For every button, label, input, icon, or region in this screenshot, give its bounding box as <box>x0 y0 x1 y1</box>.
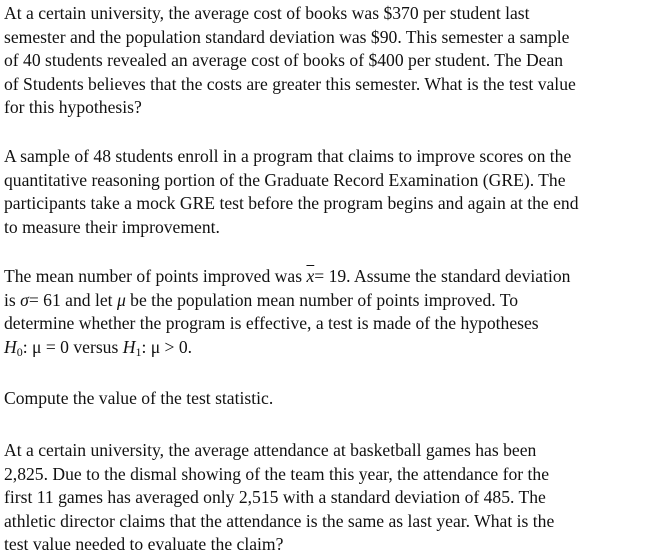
alt-hypothesis-text: : μ > 0. <box>141 336 193 357</box>
question-1-paragraph <box>4 2 668 120</box>
question-3-paragraph <box>4 439 668 557</box>
question-2-prompt: Compute the value of the test statistic. <box>4 388 274 408</box>
question-2-detail-line-2 <box>4 289 668 313</box>
detail-text: = 19. Assume the standard deviation <box>314 266 571 286</box>
question-2-intro-line: quantitative reasoning portion of the Graduate Record Examination (GRE). The <box>4 169 566 190</box>
detail-text: is <box>4 289 21 310</box>
question-1-line: semester and the population standard deviation was $90. This semester a sample <box>4 26 570 47</box>
question-2-detail-line-1 <box>4 265 668 289</box>
sigma-symbol: σ <box>20 289 29 310</box>
alt-hypothesis-symbol: H <box>122 336 136 357</box>
question-1-line: of Students believes that the costs are greater this semester. What is the test value <box>4 73 576 94</box>
null-hypothesis-text: : μ = 0 versus <box>22 336 123 357</box>
null-hypothesis-subscript: 0 <box>16 344 23 359</box>
question-1-line: of 40 students revealed an average cost of books of $400 per student. The Dean <box>4 50 564 71</box>
alt-hypothesis-subscript: 1 <box>135 344 142 359</box>
null-hypothesis-symbol: H <box>4 336 17 357</box>
question-2-intro-line: to measure their improvement. <box>4 216 220 237</box>
question-2-intro-line: A sample of 48 students enroll in a program that claims to improve scores on the <box>4 146 572 166</box>
question-2-intro-line: participants take a mock GRE test before the program begins and again at the end <box>4 193 579 214</box>
question-2-prompt-paragraph <box>4 387 668 411</box>
question-1-line: for this hypothesis? <box>4 97 142 118</box>
question-2-intro-paragraph <box>4 145 668 239</box>
question-2-detail-paragraph <box>4 265 668 359</box>
question-2-detail-line-3: determine whether the program is effective, a test is made of the hypotheses <box>4 313 539 334</box>
question-3-line: first 11 games has averaged only 2,515 with a standard deviation of 485. The <box>4 487 546 508</box>
question-2-hypotheses-line <box>4 336 668 360</box>
detail-text: = 61 and let <box>28 289 117 310</box>
mu-symbol: μ <box>116 289 126 310</box>
question-3-line: 2,825. Due to the dismal showing of the team this year, the attendance for the <box>4 463 550 484</box>
question-1-line: At a certain university, the average cost of books was $370 per student last <box>4 3 530 23</box>
question-3-line: athletic director claims that the attendance is the same as last year. What is the <box>4 510 555 531</box>
sample-mean-symbol: $\overline{x}$ <box>306 266 315 286</box>
question-3-line: At a certain university, the average attendance at basketball games has been <box>4 440 537 460</box>
question-3-line: test value needed to evaluate the claim? <box>4 534 284 555</box>
detail-text: be the population mean number of points improved. To <box>125 289 519 310</box>
detail-text: The mean number of points improved was <box>4 266 307 286</box>
